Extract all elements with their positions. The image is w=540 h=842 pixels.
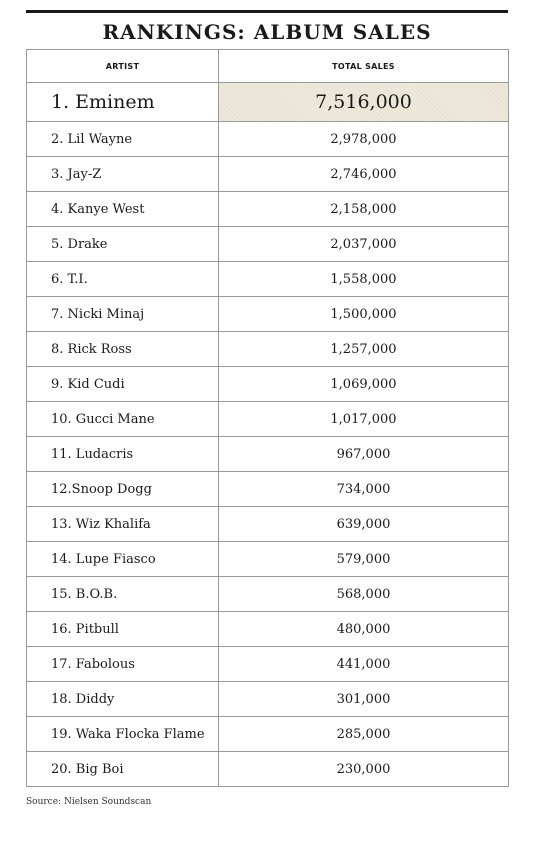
table-row — [27, 577, 509, 612]
sales-value-cell: 967,000 — [219, 437, 509, 472]
artist-cell: 20. Big Boi — [27, 752, 219, 787]
artist-cell: 9. Kid Cudi — [27, 367, 219, 402]
table-row — [27, 437, 509, 472]
artist-cell: 11. Ludacris — [27, 437, 219, 472]
artist-cell: 16. Pitbull — [27, 612, 219, 647]
table-row-top-ranked — [27, 83, 509, 122]
sales-value-cell: 1,257,000 — [219, 332, 509, 367]
artist-cell: 8. Rick Ross — [27, 332, 219, 367]
table-row — [27, 542, 509, 577]
artist-column-header: ARTIST — [27, 50, 219, 83]
table-row — [27, 262, 509, 297]
table-row — [27, 227, 509, 262]
sales-value-cell: 579,000 — [219, 542, 509, 577]
sales-value-cell: 441,000 — [219, 647, 509, 682]
artist-cell: 2. Lil Wayne — [27, 122, 219, 157]
table-row — [27, 122, 509, 157]
artist-cell: 19. Waka Flocka Flame — [27, 717, 219, 752]
total-sales-column-header: TOTAL SALES — [219, 50, 509, 83]
header-row — [27, 50, 509, 83]
table-row — [27, 647, 509, 682]
chart-title: RANKINGS: ALBUM SALES — [102, 20, 432, 44]
table-row — [27, 752, 509, 787]
sales-value-cell: 7,516,000 — [219, 83, 509, 122]
source-note: Source: Nielsen Soundscan — [26, 797, 152, 807]
sales-value-cell: 301,000 — [219, 682, 509, 717]
table-row — [27, 507, 509, 542]
sales-value-cell: 568,000 — [219, 577, 509, 612]
table-row — [27, 682, 509, 717]
sales-value-cell: 285,000 — [219, 717, 509, 752]
sales-value-cell: 2,978,000 — [219, 122, 509, 157]
artist-cell: 7. Nicki Minaj — [27, 297, 219, 332]
table-row — [27, 472, 509, 507]
sales-value-cell: 2,037,000 — [219, 227, 509, 262]
artist-cell: 3. Jay-Z — [27, 157, 219, 192]
artist-cell: 12.Snoop Dogg — [27, 472, 219, 507]
artist-cell: 15. B.O.B. — [27, 577, 219, 612]
table-row — [27, 612, 509, 647]
artist-cell: 14. Lupe Fiasco — [27, 542, 219, 577]
table-row — [27, 717, 509, 752]
table-row — [27, 367, 509, 402]
sales-value-cell: 734,000 — [219, 472, 509, 507]
artist-cell: 18. Diddy — [27, 682, 219, 717]
table-row — [27, 297, 509, 332]
sales-value-cell: 480,000 — [219, 612, 509, 647]
artist-cell: 6. T.I. — [27, 262, 219, 297]
table-row — [27, 332, 509, 367]
sales-value-cell: 639,000 — [219, 507, 509, 542]
artist-cell: 4. Kanye West — [27, 192, 219, 227]
sales-value-cell: 1,069,000 — [219, 367, 509, 402]
artist-cell: 5. Drake — [27, 227, 219, 262]
sales-value-cell: 1,500,000 — [219, 297, 509, 332]
sales-value-cell: 2,746,000 — [219, 157, 509, 192]
rankings-body — [27, 83, 509, 787]
table-row — [27, 192, 509, 227]
artist-cell: 13. Wiz Khalifa — [27, 507, 219, 542]
sales-value-cell: 1,558,000 — [219, 262, 509, 297]
sales-value-cell: 1,017,000 — [219, 402, 509, 437]
sales-value-cell: 230,000 — [219, 752, 509, 787]
top-rule — [26, 10, 508, 13]
artist-cell: 1. Eminem — [27, 83, 219, 122]
artist-cell: 17. Fabolous — [27, 647, 219, 682]
table-row — [27, 402, 509, 437]
rankings-table — [26, 49, 509, 787]
sales-value-cell: 2,158,000 — [219, 192, 509, 227]
artist-cell: 10. Gucci Mane — [27, 402, 219, 437]
table-row — [27, 157, 509, 192]
